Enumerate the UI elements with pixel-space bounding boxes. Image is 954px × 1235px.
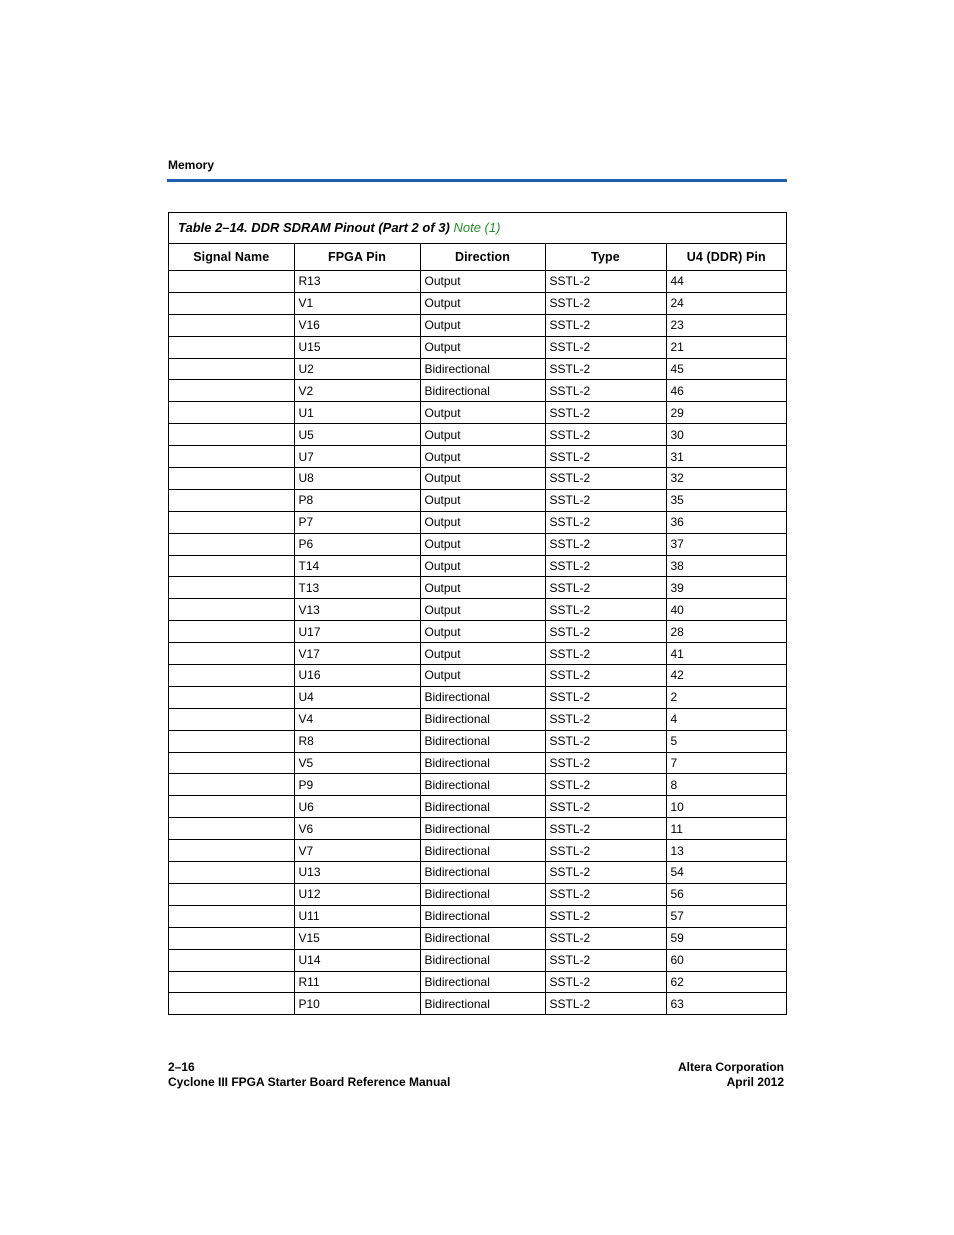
table-cell [169, 840, 294, 862]
table-cell: Bidirectional [420, 708, 545, 730]
table-row [169, 708, 786, 730]
table-cell [169, 292, 294, 314]
company-name: Altera Corporation [677, 1060, 784, 1074]
table-cell [169, 774, 294, 796]
table-cell [169, 424, 294, 446]
table-cell: Output [420, 336, 545, 358]
table-cell [169, 949, 294, 971]
table-cell: SSTL-2 [545, 380, 666, 402]
table-cell: Bidirectional [420, 840, 545, 862]
table-cell: SSTL-2 [545, 927, 666, 949]
table-cell [169, 489, 294, 511]
table-cell: Bidirectional [420, 905, 545, 927]
table-cell: SSTL-2 [545, 840, 666, 862]
table-cell: 32 [666, 468, 786, 490]
table-cell [169, 511, 294, 533]
table-cell: SSTL-2 [545, 314, 666, 336]
table-cell [169, 905, 294, 927]
column-header: Type [545, 244, 666, 271]
publication-date: April 2012 [726, 1075, 784, 1089]
table-cell: Bidirectional [420, 752, 545, 774]
column-header: U4 (DDR) Pin [666, 244, 786, 271]
table-cell: U16 [294, 665, 420, 687]
table-cell: 23 [666, 314, 786, 336]
table-cell: Bidirectional [420, 971, 545, 993]
table-cell: 38 [666, 555, 786, 577]
table-cell: Output [420, 665, 545, 687]
table-row [169, 949, 786, 971]
table-cell: 40 [666, 599, 786, 621]
table-header-row [169, 244, 786, 271]
table-cell: Output [420, 424, 545, 446]
table-row [169, 686, 786, 708]
table-cell: SSTL-2 [545, 752, 666, 774]
table-cell: 56 [666, 883, 786, 905]
table-row [169, 862, 786, 884]
table-cell [169, 314, 294, 336]
table-cell: SSTL-2 [545, 905, 666, 927]
table-caption-title: Table 2–14. DDR SDRAM Pinout (Part 2 of 3) [178, 220, 450, 235]
table-cell: U7 [294, 446, 420, 468]
table-cell: SSTL-2 [545, 883, 666, 905]
table-cell: U4 [294, 686, 420, 708]
table-row [169, 840, 786, 862]
pinout-grid [169, 244, 786, 1014]
table-cell: SSTL-2 [545, 358, 666, 380]
table-cell: SSTL-2 [545, 533, 666, 555]
table-cell: SSTL-2 [545, 577, 666, 599]
table-cell: SSTL-2 [545, 708, 666, 730]
table-cell: 35 [666, 489, 786, 511]
table-cell: SSTL-2 [545, 402, 666, 424]
table-cell [169, 927, 294, 949]
table-cell: T14 [294, 555, 420, 577]
table-cell: Output [420, 402, 545, 424]
table-cell: 45 [666, 358, 786, 380]
pinout-table [168, 212, 787, 1015]
table-cell: SSTL-2 [545, 511, 666, 533]
table-cell: 5 [666, 730, 786, 752]
table-row [169, 752, 786, 774]
table-cell: Bidirectional [420, 730, 545, 752]
table-note-link[interactable]: Note (1) [453, 220, 501, 235]
table-cell: Bidirectional [420, 358, 545, 380]
table-cell: R8 [294, 730, 420, 752]
table-cell: 7 [666, 752, 786, 774]
footer-left [168, 1060, 450, 1090]
table-row [169, 883, 786, 905]
table-row [169, 774, 786, 796]
table-cell: SSTL-2 [545, 424, 666, 446]
manual-title: Cyclone III FPGA Starter Board Reference Manual [168, 1075, 451, 1089]
table-cell: Bidirectional [420, 862, 545, 884]
table-cell: SSTL-2 [545, 818, 666, 840]
table-row [169, 599, 786, 621]
table-cell: 37 [666, 533, 786, 555]
table-cell [169, 599, 294, 621]
table-cell: V17 [294, 643, 420, 665]
table-cell: SSTL-2 [545, 993, 666, 1014]
table-cell: SSTL-2 [545, 621, 666, 643]
table-cell [169, 730, 294, 752]
table-cell: SSTL-2 [545, 599, 666, 621]
table-row [169, 402, 786, 424]
table-row [169, 336, 786, 358]
table-cell [169, 752, 294, 774]
table-row [169, 555, 786, 577]
table-row [169, 511, 786, 533]
table-cell: V6 [294, 818, 420, 840]
table-cell: 4 [666, 708, 786, 730]
table-row [169, 314, 786, 336]
table-cell: T13 [294, 577, 420, 599]
table-cell: Output [420, 489, 545, 511]
table-cell: Output [420, 643, 545, 665]
table-cell: Bidirectional [420, 993, 545, 1014]
table-body [169, 271, 786, 1015]
table-cell: U2 [294, 358, 420, 380]
table-cell: 57 [666, 905, 786, 927]
table-row [169, 271, 786, 293]
table-cell: P6 [294, 533, 420, 555]
table-row [169, 818, 786, 840]
table-cell: 2 [666, 686, 786, 708]
table-row [169, 468, 786, 490]
table-cell [169, 686, 294, 708]
table-cell: U17 [294, 621, 420, 643]
table-cell: SSTL-2 [545, 468, 666, 490]
table-caption [169, 213, 786, 244]
table-cell: SSTL-2 [545, 446, 666, 468]
table-cell: 30 [666, 424, 786, 446]
table-cell: Bidirectional [420, 380, 545, 402]
table-cell [169, 708, 294, 730]
table-cell: V2 [294, 380, 420, 402]
table-cell: V4 [294, 708, 420, 730]
table-cell: P9 [294, 774, 420, 796]
table-cell: Bidirectional [420, 927, 545, 949]
table-cell [169, 402, 294, 424]
table-cell: U13 [294, 862, 420, 884]
table-row [169, 621, 786, 643]
table-cell [169, 555, 294, 577]
table-cell [169, 621, 294, 643]
table-cell: SSTL-2 [545, 730, 666, 752]
page-number: 2–16 [168, 1060, 195, 1074]
table-cell: R13 [294, 271, 420, 293]
table-cell: 41 [666, 643, 786, 665]
table-row [169, 533, 786, 555]
table-cell: SSTL-2 [545, 555, 666, 577]
table-cell: Output [420, 446, 545, 468]
table-cell: P10 [294, 993, 420, 1014]
table-row [169, 643, 786, 665]
table-cell: V7 [294, 840, 420, 862]
table-cell: U6 [294, 796, 420, 818]
table-cell: Output [420, 292, 545, 314]
table-row [169, 424, 786, 446]
table-cell [169, 993, 294, 1014]
table-cell: 11 [666, 818, 786, 840]
table-cell: 8 [666, 774, 786, 796]
table-row [169, 446, 786, 468]
table-cell [169, 446, 294, 468]
table-cell: SSTL-2 [545, 271, 666, 293]
table-cell: P7 [294, 511, 420, 533]
table-cell [169, 971, 294, 993]
table-cell: U15 [294, 336, 420, 358]
column-header: Signal Name [169, 244, 294, 271]
table-cell [169, 883, 294, 905]
table-cell: P8 [294, 489, 420, 511]
table-cell: SSTL-2 [545, 292, 666, 314]
table-cell: Bidirectional [420, 796, 545, 818]
table-cell: Bidirectional [420, 774, 545, 796]
table-cell: U8 [294, 468, 420, 490]
table-cell: Output [420, 468, 545, 490]
table-cell: 63 [666, 993, 786, 1014]
table-cell: SSTL-2 [545, 336, 666, 358]
column-header: Direction [420, 244, 545, 271]
section-header: Memory [168, 158, 215, 172]
table-row [169, 905, 786, 927]
table-row [169, 358, 786, 380]
table-cell: 62 [666, 971, 786, 993]
table-cell: SSTL-2 [545, 971, 666, 993]
table-cell: U14 [294, 949, 420, 971]
table-cell: 54 [666, 862, 786, 884]
table-cell: Output [420, 314, 545, 336]
table-cell: 39 [666, 577, 786, 599]
table-cell: V1 [294, 292, 420, 314]
table-cell: 13 [666, 840, 786, 862]
table-cell [169, 643, 294, 665]
table-cell: V5 [294, 752, 420, 774]
table-cell: 21 [666, 336, 786, 358]
header-rule [167, 179, 787, 182]
table-cell [169, 358, 294, 380]
table-cell: 44 [666, 271, 786, 293]
table-cell: Output [420, 577, 545, 599]
table-cell: SSTL-2 [545, 796, 666, 818]
table-cell: U1 [294, 402, 420, 424]
table-cell: SSTL-2 [545, 489, 666, 511]
table-row [169, 489, 786, 511]
table-cell: Output [420, 621, 545, 643]
table-cell: SSTL-2 [545, 665, 666, 687]
table-row [169, 796, 786, 818]
table-cell: Output [420, 555, 545, 577]
table-cell: 29 [666, 402, 786, 424]
column-header: FPGA Pin [294, 244, 420, 271]
table-cell: 36 [666, 511, 786, 533]
table-cell: 46 [666, 380, 786, 402]
table-cell: V13 [294, 599, 420, 621]
table-cell [169, 665, 294, 687]
table-cell [169, 796, 294, 818]
table-cell: 28 [666, 621, 786, 643]
table-cell: 42 [666, 665, 786, 687]
table-cell [169, 336, 294, 358]
table-row [169, 993, 786, 1014]
table-row [169, 380, 786, 402]
table-cell [169, 468, 294, 490]
table-cell: R11 [294, 971, 420, 993]
table-cell [169, 271, 294, 293]
table-cell: SSTL-2 [545, 949, 666, 971]
table-cell: Output [420, 511, 545, 533]
table-cell: Output [420, 599, 545, 621]
table-cell: 59 [666, 927, 786, 949]
table-cell: 31 [666, 446, 786, 468]
table-row [169, 971, 786, 993]
table-cell: Bidirectional [420, 818, 545, 840]
table-cell: U11 [294, 905, 420, 927]
table-row [169, 665, 786, 687]
table-cell [169, 818, 294, 840]
table-cell: 24 [666, 292, 786, 314]
table-cell [169, 533, 294, 555]
table-cell: SSTL-2 [545, 686, 666, 708]
table-cell: U5 [294, 424, 420, 446]
table-cell: Bidirectional [420, 949, 545, 971]
table-cell: SSTL-2 [545, 643, 666, 665]
table-row [169, 577, 786, 599]
table-row [169, 730, 786, 752]
table-cell [169, 862, 294, 884]
table-cell [169, 577, 294, 599]
table-cell: U12 [294, 883, 420, 905]
table-cell: 60 [666, 949, 786, 971]
table-cell: V15 [294, 927, 420, 949]
table-cell: SSTL-2 [545, 774, 666, 796]
table-row [169, 927, 786, 949]
table-cell [169, 380, 294, 402]
table-cell: Bidirectional [420, 686, 545, 708]
footer-right [678, 1060, 784, 1090]
table-cell: 10 [666, 796, 786, 818]
table-cell: SSTL-2 [545, 862, 666, 884]
table-cell: Output [420, 271, 545, 293]
table-cell: Bidirectional [420, 883, 545, 905]
table-row [169, 292, 786, 314]
table-cell: Output [420, 533, 545, 555]
table-cell: V16 [294, 314, 420, 336]
